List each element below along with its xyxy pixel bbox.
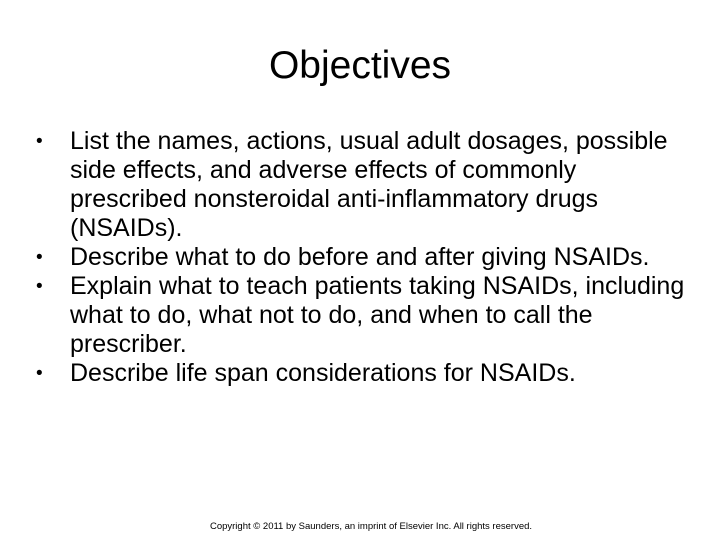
list-item <box>36 359 696 388</box>
bullet-icon: • <box>36 276 43 297</box>
objectives-list <box>36 127 696 388</box>
list-item <box>36 243 696 272</box>
bullet-text: List the names, actions, usual adult dosages, possible side effects, and adverse effects of commonly prescribed nonsteroidal anti-inflammatory drugs (NSAIDs). <box>70 127 668 242</box>
bullet-text: Describe what to do before and after giving NSAIDs. <box>70 243 650 271</box>
bullet-text: Describe life span considerations for NSAIDs. <box>70 359 576 387</box>
bullet-icon: • <box>36 363 43 384</box>
list-item <box>36 272 696 359</box>
slide-title: Objectives <box>268 44 452 87</box>
bullet-icon: • <box>36 247 43 268</box>
bullet-icon: • <box>36 131 43 152</box>
bullet-text: Explain what to teach patients taking NSAIDs, including what to do, what not to do, and when to call the prescriber. <box>70 272 685 358</box>
list-item <box>36 127 696 243</box>
copyright-footer: Copyright © 2011 by Saunders, an imprint of Elsevier Inc. All rights reserved. <box>209 521 533 532</box>
